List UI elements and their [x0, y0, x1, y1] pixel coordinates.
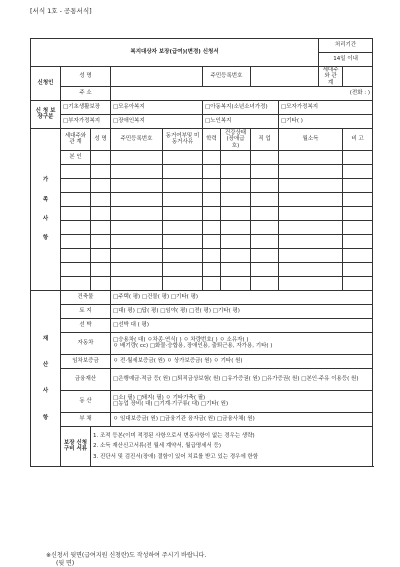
application-form — [30, 38, 373, 467]
table-row — [31, 248, 373, 262]
asset-value-movable[interactable]: □소( 필) □돼지( 필) ㅇ 기타가축( 필) □농업 장비( 대) □기계·기구류( 대) □기타( 원) — [111, 390, 373, 412]
relation-label: 세대주와 관 계 — [319, 67, 343, 87]
table-row — [31, 164, 373, 178]
applicant-section: 신청인 — [31, 67, 61, 101]
table-row — [31, 206, 373, 220]
asset-label-vehicle: 자동차 — [61, 332, 111, 354]
asset-label-financial: 금융재산 — [61, 368, 111, 390]
household-header-name: 성 명 — [91, 128, 111, 150]
attachment-item: 3. 진단서 및 검진서(장애) 결함이 있어 치료를 받고 있는 경우에 한함 — [93, 453, 259, 460]
attachment-item: 1. 조적 등본(이미 적정된 사항으로서 변동사항이 없는 경우는 생략) — [93, 432, 255, 439]
service-infant-welfare[interactable]: □모유아복지 — [111, 100, 203, 114]
table-row — [31, 178, 373, 192]
table-row — [31, 262, 373, 276]
service-basic-living[interactable]: □기초생활보장 — [61, 100, 111, 114]
household-section: 가 족 사 항 — [31, 128, 61, 290]
service-elderly[interactable]: □노인복지 — [203, 114, 279, 128]
asset-value-vehicle[interactable]: □승용차( 대) ㅇ차종·연식( ) ㅇ 차량번호( ) ㅇ 소유자( ) ㅇ 배기량( cc) □화물·승합용, 장애인용, 출퇴근용, 자가용, 기타( ) — [111, 332, 373, 354]
service-other[interactable]: □기타( ) — [279, 114, 373, 128]
table-row — [31, 276, 373, 290]
processing-value: 14일 이내 — [319, 53, 373, 67]
service-disability[interactable]: □장애인복지 — [111, 114, 203, 128]
household-header-rrn: 주민등록번호 — [111, 128, 163, 150]
household-header-cohabit: 동거여부및 미동거사유 — [163, 128, 203, 150]
table-row — [31, 220, 373, 234]
footer-note: ※신청서 뒷면(급여지원 신청란)도 작성하여 주시기 바랍니다. — [46, 552, 207, 559]
processing-label: 처리기간 — [319, 39, 373, 53]
asset-label-ship: 선 박 — [61, 318, 111, 332]
household-self-label: 본 인 — [61, 150, 91, 164]
asset-value-debt[interactable]: ㅇ 임대보증금( 원) □금융기관 융자금( 원) □금융사채( 원) — [111, 412, 373, 426]
service-child-welfare[interactable]: □아동복지(소년소녀가정) — [203, 100, 279, 114]
household-header-education: 학력 — [203, 128, 221, 150]
name-label: 성 명 — [61, 67, 111, 87]
address-label: 주 소 — [61, 86, 111, 100]
asset-value-land[interactable]: □대( 평) □답( 평) □임야( 평) □전( 평) □기타( 평) — [111, 304, 373, 318]
services-section: 신 청 보장구분 — [31, 100, 61, 128]
form-id: [서식 1호 - 공통서식] — [30, 7, 92, 15]
table-row — [31, 234, 373, 248]
table-row — [31, 192, 373, 206]
back-side-note: (뒷 면) — [56, 560, 75, 567]
household-header-relation: 세대주와 관 계 — [61, 128, 91, 150]
asset-label-land: 토 지 — [61, 304, 111, 318]
address-field[interactable]: (전화 : ) — [111, 86, 373, 100]
asset-label-debt: 부 채 — [61, 412, 111, 426]
asset-value-ship[interactable]: □선박 대 ( 평) — [111, 318, 373, 332]
attachment-item: 2. 소득 재산신고서류(전 월세 계약서, 월급명세서 등) — [93, 443, 222, 450]
asset-label-movable: 동 산 — [61, 390, 111, 412]
attachments-section: 보장 신청 구비 서류 — [61, 426, 91, 466]
household-header-note: 비 고 — [343, 128, 373, 150]
asset-value-deposit[interactable]: ㅇ 전·월세보증금( 원) ㅇ 상가보증금( 원) ㅇ 기타( 원) — [111, 354, 373, 368]
asset-value-building[interactable]: □주택( 평) □건물( 평) □기타( 평) — [111, 290, 373, 304]
relation-field[interactable] — [343, 67, 373, 87]
asset-value-financial[interactable]: □은행예금·적금 등( 원) □퇴직금상보험( 원) □유가증권( 원) □유가증권( 원) □본인·주유 이용등( 원) — [111, 368, 373, 390]
service-father-child[interactable]: □부자가정복지 — [61, 114, 111, 128]
household-header-income: 월소득 — [279, 128, 343, 150]
household-header-job: 직 업 — [251, 128, 279, 150]
asset-label-building: 건축물 — [61, 290, 111, 304]
attachments-list — [91, 426, 373, 466]
form-title: 복지대상자 보장(급여)(변경) 신청서 — [31, 39, 319, 67]
name-field[interactable] — [111, 67, 203, 87]
service-mother-child[interactable]: □모자가정복지 — [279, 100, 373, 114]
table-row — [31, 150, 373, 164]
rrn-label: 주민등록번호 — [203, 67, 251, 87]
rrn-field[interactable] — [251, 67, 319, 87]
asset-label-deposit: 임차보증금 — [61, 354, 111, 368]
assets-section: 재 산 사 항 — [31, 290, 61, 466]
household-header-health: 건강상태 (장애급호) — [221, 128, 251, 150]
